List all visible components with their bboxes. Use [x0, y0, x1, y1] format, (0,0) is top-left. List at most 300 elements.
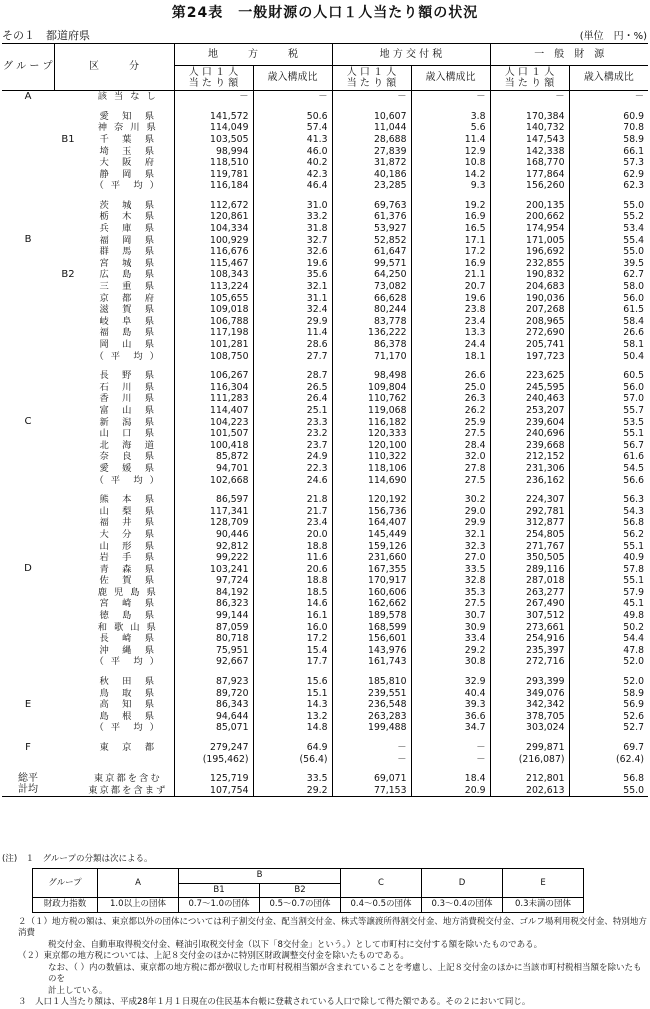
grant-ratio: －	[411, 91, 490, 103]
local-tax-per-capita: 86,343	[174, 699, 253, 711]
subgroup-label	[54, 676, 82, 688]
subgroup-label	[54, 235, 82, 247]
general-ratio: 58.9	[569, 134, 648, 146]
local-tax-ratio: 23.4	[253, 517, 332, 529]
grant-per-capita: 143,976	[332, 645, 411, 657]
local-tax-ratio: 23.3	[253, 416, 332, 428]
table-row	[2, 370, 648, 382]
region-name: 長 野 県	[99, 370, 156, 382]
group-label	[2, 529, 54, 541]
table-row	[2, 598, 648, 610]
grant-per-capita: 167,355	[332, 564, 411, 576]
general-per-capita: 168,770	[490, 157, 569, 169]
grant-per-capita: －	[332, 753, 411, 765]
subgroup-label	[54, 405, 82, 417]
table-row	[2, 235, 648, 247]
local-tax-ratio: 35.6	[253, 269, 332, 281]
subgroup-label	[54, 293, 82, 305]
region-name: 鳥 取 県	[99, 687, 156, 699]
general-ratio: 50.4	[569, 350, 648, 362]
grant-per-capita: 83,778	[332, 316, 411, 328]
general-per-capita: 223,625	[490, 370, 569, 382]
general-ratio: 55.0	[569, 200, 648, 212]
table-row	[2, 656, 648, 668]
general-per-capita: 299,871	[490, 742, 569, 754]
local-tax-ratio: 23.2	[253, 428, 332, 440]
general-per-capita: 240,463	[490, 393, 569, 405]
local-tax-ratio: 24.6	[253, 474, 332, 486]
grant-ratio: 27.8	[411, 463, 490, 475]
subgroup-label	[54, 316, 82, 328]
region-name: 山 形 県	[99, 540, 156, 552]
general-ratio: 57.9	[569, 587, 648, 599]
general-per-capita: 312,877	[490, 517, 569, 529]
general-ratio: 57.8	[569, 564, 648, 576]
note-2-2-cont2: 計上している。	[48, 985, 108, 996]
general-per-capita: 170,384	[490, 111, 569, 123]
subgroup-label	[54, 785, 82, 797]
subgroup-label	[54, 157, 82, 169]
local-tax-ratio: 11.4	[253, 327, 332, 339]
group-label: 総平	[18, 772, 38, 784]
local-tax-per-capita: 125,719	[174, 773, 253, 785]
general-ratio: 56.6	[569, 474, 648, 486]
per-capita-header: 人 口 １ 人 当 た り 額	[490, 66, 569, 91]
group-label	[2, 393, 54, 405]
local-tax-per-capita: 97,724	[174, 575, 253, 587]
table-row	[2, 676, 648, 688]
group-label	[2, 169, 54, 181]
general-ratio: 58.9	[569, 688, 648, 700]
general-per-capita: 142,338	[490, 145, 569, 157]
general-ratio: 52.0	[569, 676, 648, 688]
ratio-header: 歳入構成比	[411, 66, 490, 91]
general-ratio: 56.0	[569, 293, 648, 305]
grant-ratio: 30.2	[411, 494, 490, 506]
class-col-a: A	[98, 869, 179, 898]
general-per-capita: (216,087)	[490, 753, 569, 765]
group-label	[2, 258, 54, 270]
general-ratio: 47.8	[569, 645, 648, 657]
general-per-capita: 292,781	[490, 506, 569, 518]
subgroup-label	[54, 506, 82, 518]
local-tax-per-capita: 105,655	[174, 293, 253, 305]
general-per-capita: 272,690	[490, 327, 569, 339]
local-tax-per-capita: 118,510	[174, 157, 253, 169]
grant-per-capita: 86,378	[332, 339, 411, 351]
general-per-capita: －	[490, 91, 569, 103]
local-tax-ratio: 64.9	[253, 742, 332, 754]
local-tax-per-capita: 92,812	[174, 540, 253, 552]
local-tax-per-capita: 101,281	[174, 339, 253, 351]
table-row	[2, 506, 648, 518]
subgroup-label	[54, 327, 82, 339]
group-label	[2, 575, 54, 587]
class-cell: 0.5～0.7の団体	[260, 898, 341, 912]
grant-ratio: 26.2	[411, 405, 490, 417]
group-label	[2, 474, 54, 486]
subgroup-label	[54, 517, 82, 529]
grant-ratio: 3.8	[411, 111, 490, 123]
group-label	[2, 598, 54, 610]
local-tax-header: 地 方 税	[174, 44, 332, 66]
subgroup-label	[54, 211, 82, 223]
group-label	[2, 540, 54, 552]
table-row	[2, 281, 648, 293]
local-tax-ratio: 11.6	[253, 552, 332, 564]
local-tax-ratio: 23.7	[253, 440, 332, 452]
region-name: 京 都 府	[99, 292, 156, 304]
group-label	[2, 304, 54, 316]
class-col-d: D	[422, 869, 503, 898]
grant-per-capita: 170,917	[332, 575, 411, 587]
subgroup-label	[54, 258, 82, 270]
grant-per-capita: 23,285	[332, 180, 411, 192]
table-row	[2, 200, 648, 212]
general-ratio: －	[569, 91, 648, 103]
local-tax-per-capita: 84,192	[174, 587, 253, 599]
general-ratio: 60.5	[569, 370, 648, 382]
local-tax-per-capita: 141,572	[174, 111, 253, 123]
ratio-header: 歳入構成比	[569, 66, 648, 91]
region-name: 島 根 県	[99, 710, 156, 722]
general-ratio: 56.8	[569, 773, 648, 785]
general-ratio: 58.1	[569, 339, 648, 351]
general-ratio: 52.0	[569, 656, 648, 668]
local-tax-ratio: 24.9	[253, 451, 332, 463]
class-col-c: C	[341, 869, 422, 898]
table-row	[2, 645, 648, 657]
group-label	[2, 711, 54, 723]
local-tax-ratio: 15.6	[253, 676, 332, 688]
grant-ratio: 16.9	[411, 258, 490, 270]
subgroup-label	[54, 633, 82, 645]
general-ratio: 56.8	[569, 517, 648, 529]
general-per-capita: 235,397	[490, 645, 569, 657]
general-ratio: 62.3	[569, 180, 648, 192]
group-label	[2, 753, 54, 765]
general-per-capita: 204,683	[490, 281, 569, 293]
local-tax-per-capita: 100,418	[174, 440, 253, 452]
region-name: 大 分 県	[99, 528, 156, 540]
group-label	[2, 428, 54, 440]
general-ratio: 53.5	[569, 416, 648, 428]
grant-per-capita: 10,607	[332, 111, 411, 123]
local-tax-per-capita: 103,241	[174, 564, 253, 576]
group-label	[2, 281, 54, 293]
table-row	[2, 416, 648, 428]
group-label	[2, 382, 54, 394]
region-name: 宮 城 県	[99, 257, 156, 269]
local-tax-ratio: 20.0	[253, 529, 332, 541]
subgroup-label	[54, 304, 82, 316]
general-per-capita: 232,855	[490, 258, 569, 270]
local-tax-ratio: 46.4	[253, 180, 332, 192]
general-per-capita: 349,076	[490, 688, 569, 700]
general-per-capita: 239,604	[490, 416, 569, 428]
general-ratio: 53.4	[569, 223, 648, 235]
local-tax-ratio: 46.0	[253, 145, 332, 157]
subgroup-label	[54, 688, 82, 700]
group-label	[2, 370, 54, 382]
general-per-capita: 196,692	[490, 246, 569, 258]
subgroup-label	[54, 451, 82, 463]
local-tax-per-capita: 108,750	[174, 350, 253, 362]
per-capita-header: 人 口 １ 人 当 た り 額	[332, 66, 411, 91]
general-per-capita: 245,595	[490, 382, 569, 394]
local-tax-per-capita: 108,343	[174, 269, 253, 281]
subgroup-label	[54, 610, 82, 622]
note-2-2-cont: なお、（ ）内の数値は、東京都の地方税に都が徴収した市町村税相当額が含まれていることを考慮し、上記８交付金のほかに当該市町村税相当額を除いたものを	[48, 962, 642, 985]
general-ratio: 62.9	[569, 169, 648, 181]
table-row	[2, 145, 648, 157]
group-label	[2, 122, 54, 134]
per-capita-header: 人 口 １ 人 当 た り 額	[174, 66, 253, 91]
general-per-capita: 287,018	[490, 575, 569, 587]
subgroup-label	[54, 645, 82, 657]
table-row	[2, 405, 648, 417]
region-name: 高 知 県	[99, 699, 156, 711]
grant-per-capita: 73,082	[332, 281, 411, 293]
grant-ratio: 11.4	[411, 134, 490, 146]
region-name: 東京都を含む	[93, 773, 162, 785]
grant-ratio: 10.8	[411, 157, 490, 169]
page-title: 第24表 一般財源の人口１人当たり額の状況	[171, 5, 479, 21]
table-row	[2, 157, 648, 169]
grant-per-capita: 11,044	[332, 122, 411, 134]
local-tax-per-capita: 89,720	[174, 688, 253, 700]
general-ratio: 56.9	[569, 699, 648, 711]
table-row	[2, 773, 648, 785]
local-tax-ratio: 17.2	[253, 633, 332, 645]
table-row	[2, 711, 648, 723]
grant-per-capita: 116,182	[332, 416, 411, 428]
grant-ratio: 25.9	[411, 416, 490, 428]
local-tax-per-capita: －	[174, 91, 253, 103]
region-name: 石 川 県	[99, 381, 156, 393]
grant-per-capita: 109,804	[332, 382, 411, 394]
region-name: 佐 賀 県	[99, 575, 156, 587]
group-label	[2, 494, 54, 506]
local-tax-per-capita: 112,672	[174, 200, 253, 212]
general-ratio: 56.3	[569, 494, 648, 506]
local-tax-per-capita: 86,323	[174, 598, 253, 610]
general-per-capita: 212,152	[490, 451, 569, 463]
grant-per-capita: 118,106	[332, 463, 411, 475]
group-label	[2, 350, 54, 362]
general-revenue-header: 一 般 財 源	[490, 44, 648, 66]
local-tax-ratio: 25.1	[253, 405, 332, 417]
general-ratio: 40.9	[569, 552, 648, 564]
local-tax-ratio: 26.5	[253, 382, 332, 394]
table-row	[2, 575, 648, 587]
group-label	[2, 451, 54, 463]
separator-row	[2, 103, 648, 111]
subgroup-label	[54, 145, 82, 157]
grant-per-capita: 27,839	[332, 145, 411, 157]
group-label	[2, 610, 54, 622]
table-row	[2, 293, 648, 305]
grant-per-capita: 61,647	[332, 246, 411, 258]
group-label: C	[24, 416, 32, 428]
local-tax-per-capita: 94,644	[174, 711, 253, 723]
region-name: （ 平 均 ）	[94, 722, 161, 734]
region-name: 群 馬 県	[99, 246, 156, 258]
table-row	[2, 742, 648, 754]
note-2-1-cont: 税交付金、自動車取得税交付金、軽油引取税交付金（以下「8交付金」という。）として市町村に交付する額を除いたものである。	[48, 939, 543, 950]
class-cell: 0.7～1.0の団体	[179, 898, 260, 912]
region-name: 滋 賀 県	[99, 304, 156, 316]
general-per-capita: 208,965	[490, 316, 569, 328]
grant-ratio: 35.3	[411, 587, 490, 599]
subgroup-label	[54, 393, 82, 405]
unit-label: (単位 円・%)	[579, 31, 647, 42]
grant-per-capita: 28,688	[332, 134, 411, 146]
general-ratio: 55.0	[569, 785, 648, 797]
general-per-capita: 289,116	[490, 564, 569, 576]
general-per-capita: 200,662	[490, 211, 569, 223]
grant-ratio: 12.9	[411, 145, 490, 157]
general-per-capita: 273,661	[490, 622, 569, 634]
general-per-capita: 231,306	[490, 463, 569, 475]
table-row	[2, 529, 648, 541]
grant-ratio: 27.5	[411, 474, 490, 486]
group-label	[2, 722, 54, 734]
group-label	[2, 293, 54, 305]
general-ratio: 45.1	[569, 598, 648, 610]
grant-per-capita: 189,578	[332, 610, 411, 622]
grant-per-capita: 80,244	[332, 304, 411, 316]
region-name: 東 京 都	[99, 742, 156, 754]
general-ratio: 57.3	[569, 157, 648, 169]
grant-ratio: 34.7	[411, 722, 490, 734]
region-name: 秋 田 県	[99, 676, 156, 688]
table-row	[2, 517, 648, 529]
class-cell: 0.3～0.4の団体	[422, 898, 503, 912]
region-header: 区 分	[54, 44, 174, 91]
grant-per-capita: 162,662	[332, 598, 411, 610]
table-row	[2, 246, 648, 258]
region-name: 徳 島 県	[99, 610, 156, 622]
grant-per-capita: 156,736	[332, 506, 411, 518]
local-tax-per-capita: 98,994	[174, 145, 253, 157]
subgroup-label	[54, 440, 82, 452]
group-label	[2, 180, 54, 192]
table-row	[2, 785, 648, 797]
region-name: 福 岡 県	[99, 234, 156, 246]
grant-per-capita: 52,852	[332, 235, 411, 247]
grant-ratio: 16.5	[411, 223, 490, 235]
grant-ratio: 39.3	[411, 699, 490, 711]
general-ratio: 54.5	[569, 463, 648, 475]
region-name: 富 山 県	[99, 404, 156, 416]
local-tax-ratio: 29.2	[253, 785, 332, 797]
group-label: D	[24, 563, 32, 575]
region-name: 和 歌 山 県	[97, 621, 158, 633]
local-tax-per-capita: 116,304	[174, 382, 253, 394]
table-row	[2, 451, 648, 463]
table-row	[2, 474, 648, 486]
table-row	[2, 339, 648, 351]
grant-per-capita: 53,927	[332, 223, 411, 235]
local-tax-ratio: 18.5	[253, 587, 332, 599]
local-tax-ratio: 31.0	[253, 200, 332, 212]
grant-ratio: 17.1	[411, 235, 490, 247]
grant-ratio: 30.7	[411, 610, 490, 622]
local-tax-ratio: 21.8	[253, 494, 332, 506]
subgroup-label	[54, 428, 82, 440]
general-per-capita: 224,307	[490, 494, 569, 506]
general-per-capita: 205,741	[490, 339, 569, 351]
separator-row	[2, 668, 648, 676]
table-row	[2, 610, 648, 622]
grant-per-capita: 99,571	[332, 258, 411, 270]
general-per-capita: 350,505	[490, 552, 569, 564]
grant-per-capita: 69,071	[332, 773, 411, 785]
table-row	[2, 223, 648, 235]
local-tax-ratio: 16.1	[253, 610, 332, 622]
local-tax-ratio: 32.6	[253, 246, 332, 258]
group-label	[2, 157, 54, 169]
grant-per-capita: 110,322	[332, 451, 411, 463]
general-per-capita: 271,767	[490, 540, 569, 552]
class-col-e: E	[503, 869, 584, 898]
general-per-capita: 200,135	[490, 200, 569, 212]
local-tax-ratio: 21.7	[253, 506, 332, 518]
general-per-capita: 174,954	[490, 223, 569, 235]
subgroup-label	[54, 91, 82, 103]
grant-ratio: 19.2	[411, 200, 490, 212]
grant-per-capita: 71,170	[332, 350, 411, 362]
general-per-capita: 190,832	[490, 269, 569, 281]
local-tax-per-capita: 111,283	[174, 393, 253, 405]
grant-per-capita: 66,628	[332, 293, 411, 305]
subgroup-label	[54, 587, 82, 599]
local-tax-per-capita: 109,018	[174, 304, 253, 316]
table-row	[2, 753, 648, 765]
grant-ratio: 9.3	[411, 180, 490, 192]
general-ratio: 50.2	[569, 622, 648, 634]
region-name: 福 井 県	[99, 517, 156, 529]
local-tax-per-capita: 115,467	[174, 258, 253, 270]
group-label	[2, 506, 54, 518]
local-tax-ratio: 40.2	[253, 157, 332, 169]
group-label	[2, 463, 54, 475]
subgroup-label	[54, 463, 82, 475]
grant-ratio: 30.9	[411, 622, 490, 634]
general-per-capita: 272,716	[490, 656, 569, 668]
local-tax-per-capita: 117,198	[174, 327, 253, 339]
table-row	[2, 382, 648, 394]
subgroup-label	[54, 474, 82, 486]
group-label	[2, 211, 54, 223]
local-tax-per-capita: 128,709	[174, 517, 253, 529]
group-label	[2, 552, 54, 564]
region-name: 愛 媛 県	[99, 462, 156, 474]
class-cell: 1.0以上の団体	[98, 898, 179, 912]
grant-per-capita: 231,660	[332, 552, 411, 564]
region-name: 該 当 な し	[97, 91, 158, 103]
region-name: 千 葉 県	[99, 133, 156, 145]
table-subtitle: その１ 都道府県	[2, 29, 90, 42]
general-ratio: 55.7	[569, 405, 648, 417]
local-tax-ratio: 14.6	[253, 598, 332, 610]
general-ratio: 52.6	[569, 711, 648, 723]
region-name: 大 阪 府	[99, 157, 156, 169]
local-tax-per-capita: 119,781	[174, 169, 253, 181]
local-tax-ratio: 28.6	[253, 339, 332, 351]
grant-ratio: 29.2	[411, 645, 490, 657]
